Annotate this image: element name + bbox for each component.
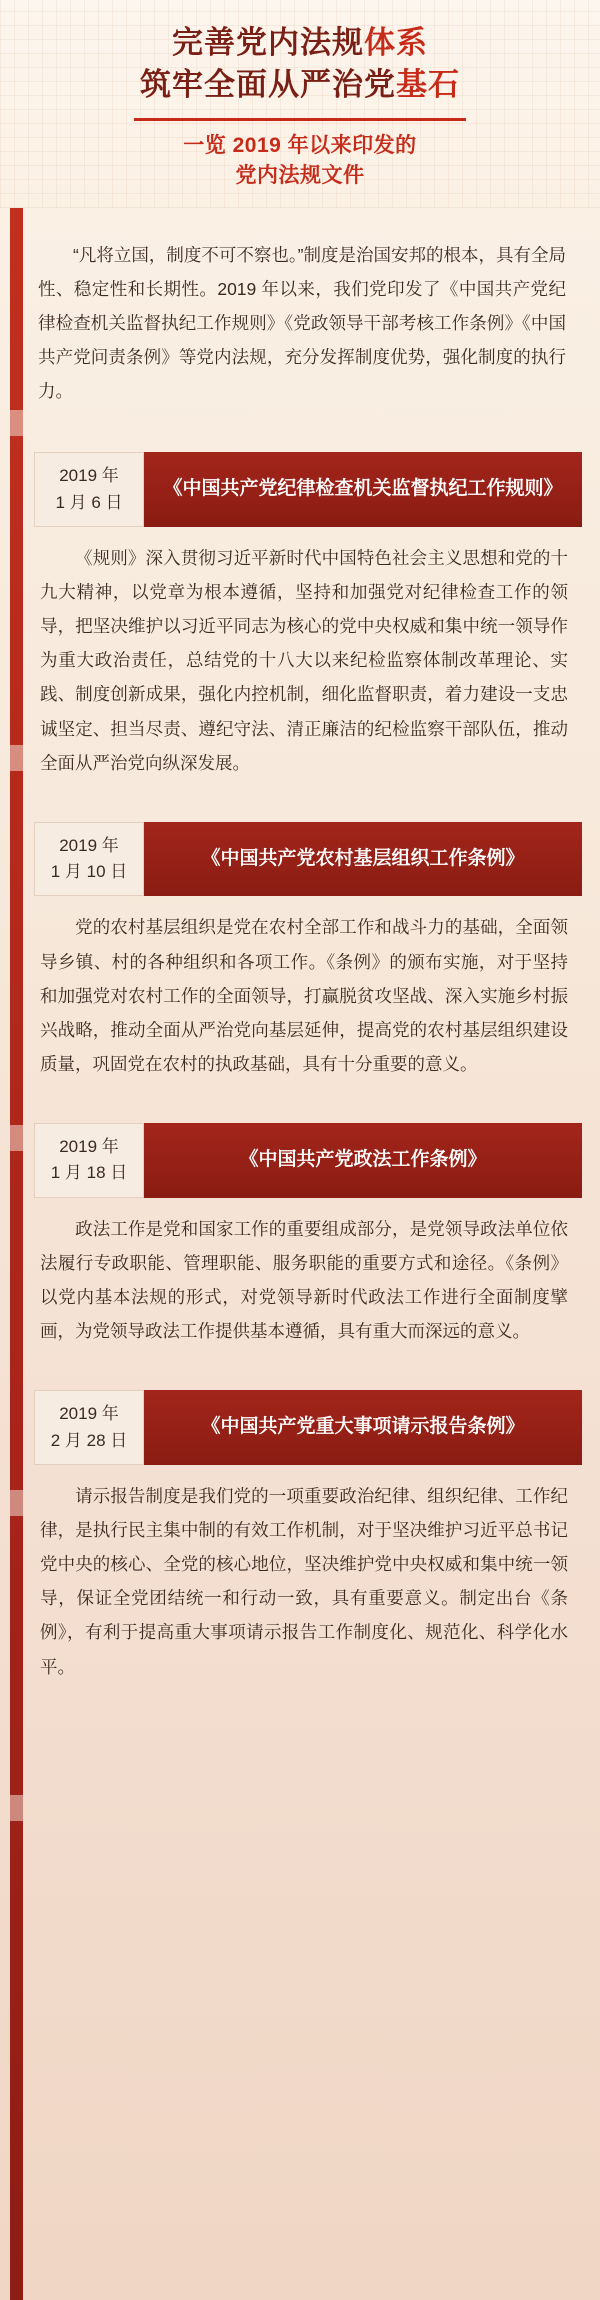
section-date [34, 452, 144, 527]
section-date [34, 1123, 144, 1198]
intro-text: “凡将立国，制度不可不察也。”制度是治国安邦的根本，具有全局性、稳定性和长期性。2019 年以来，我们党印发了《中国共产党纪律检查机关监督执纪工作规则》《党政领导干部考核工作条例》《中国共产党问责条例》等党内法规，充分发挥制度优势，强化制度的执行力。 [38, 244, 566, 402]
page-subtitle-line-1: 一览 2019 年以来印发的 [183, 133, 417, 157]
section-body-text: 政法工作是党和国家工作的重要组成部分，是党领导政法单位依法履行专政职能、管理职能、服务职能的重要方式和途径。《条例》以党内基本法规的形式，对党领导新时代政法工作进行全面制度擘画，为党领导政法工作提供基本遵循，具有重大而深远的意义。 [40, 1218, 568, 1342]
page-title-line-1-accent: 体系 [364, 25, 428, 60]
section-date-day: 2 月 28 日 [50, 1430, 128, 1450]
stripe-notch [10, 1490, 23, 1516]
section-title: 《中国共产党重大事项请示报告条例》 [144, 1390, 582, 1465]
section-body [34, 896, 582, 1097]
section-date-day: 1 月 6 日 [55, 492, 123, 512]
stripe-notch [10, 410, 23, 436]
title-block [18, 22, 582, 192]
regulation-section-4 [34, 1390, 582, 1699]
section-body-text: 请示报告制度是我们党的一项重要政治纪律、组织纪律、工作纪律，是执行民主集中制的有效工作机制，对于坚决维护习近平总书记党中央的核心、全党的核心地位，坚决维护党中央权威和集中统一领导，保证全党团结统一和行动一致，具有重要意义。制定出台《条例》，有利于提高重大事项请示报告工作制度化、规范化、科学化水平。 [40, 1485, 568, 1677]
regulation-section-3 [34, 1123, 582, 1364]
page-header [0, 0, 600, 208]
section-date [34, 1390, 144, 1465]
section-date-year: 2019 年 [59, 466, 119, 486]
title-divider [134, 118, 466, 121]
page-title-line-2 [18, 64, 582, 106]
page-subtitle-line-2: 党内法规文件 [235, 164, 365, 188]
regulation-section-1 [34, 452, 582, 796]
section-date [34, 822, 144, 897]
section-title: 《中国共产党政法工作条例》 [144, 1123, 582, 1198]
section-title: 《中国共产党农村基层组织工作条例》 [144, 822, 582, 897]
stripe-notch [10, 1125, 23, 1151]
section-body [34, 1198, 582, 1365]
regulation-section-2 [34, 822, 582, 1097]
section-date-day: 1 月 10 日 [50, 862, 128, 882]
page-title-line-1 [18, 22, 582, 64]
section-header [34, 1123, 582, 1198]
page-title-line-1-plain: 完善党内法规 [172, 25, 364, 60]
section-body [34, 1465, 582, 1700]
stripe-notch [10, 1795, 23, 1821]
section-date-year: 2019 年 [59, 835, 119, 855]
bottom-spacer [0, 1700, 600, 1740]
section-header [34, 452, 582, 527]
page-title-line-2-plain: 筑牢全面从严治党 [140, 66, 396, 102]
section-title: 《中国共产党纪律检查机关监督执纪工作规则》 [144, 452, 582, 527]
section-header [34, 1390, 582, 1465]
section-date-year: 2019 年 [59, 1404, 119, 1424]
section-body-text: 《规则》深入贯彻习近平新时代中国特色社会主义思想和党的十九大精神，以党章为根本遵循，坚持和加强党对纪律检查工作的领导，把坚决维护以习近平同志为核心的党中央权威和集中统一领导作为重大政治责任，总结党的十八大以来纪检监察体制改革理论、实践、制度创新成果，强化内控机制，细化监督职责，着力建设一支忠诚坚定、担当尽责、遵纪守法、清正廉洁的纪检监察干部队伍，推动全面从严治党向纵深发展。 [40, 547, 568, 773]
stripe-notch [10, 745, 23, 771]
section-date-day: 1 月 18 日 [50, 1163, 128, 1183]
decorative-left-stripe [10, 175, 23, 2300]
intro-paragraph [34, 222, 582, 427]
section-body-text: 党的农村基层组织是党在农村全部工作和战斗力的基础，全面领导乡镇、村的各种组织和各项工作。《条例》的颁布实施，对于坚持和加强党对农村工作的全面领导，打赢脱贫攻坚战、深入实施乡村振兴战略，推动全面从严治党向基层延伸，提高党的农村基层组织建设质量，巩固党在农村的执政基础，具有十分重要的意义。 [40, 917, 568, 1074]
page-title-line-2-accent: 基石 [396, 66, 460, 102]
section-header [34, 822, 582, 897]
section-date-year: 2019 年 [59, 1137, 119, 1157]
section-body [34, 527, 582, 796]
